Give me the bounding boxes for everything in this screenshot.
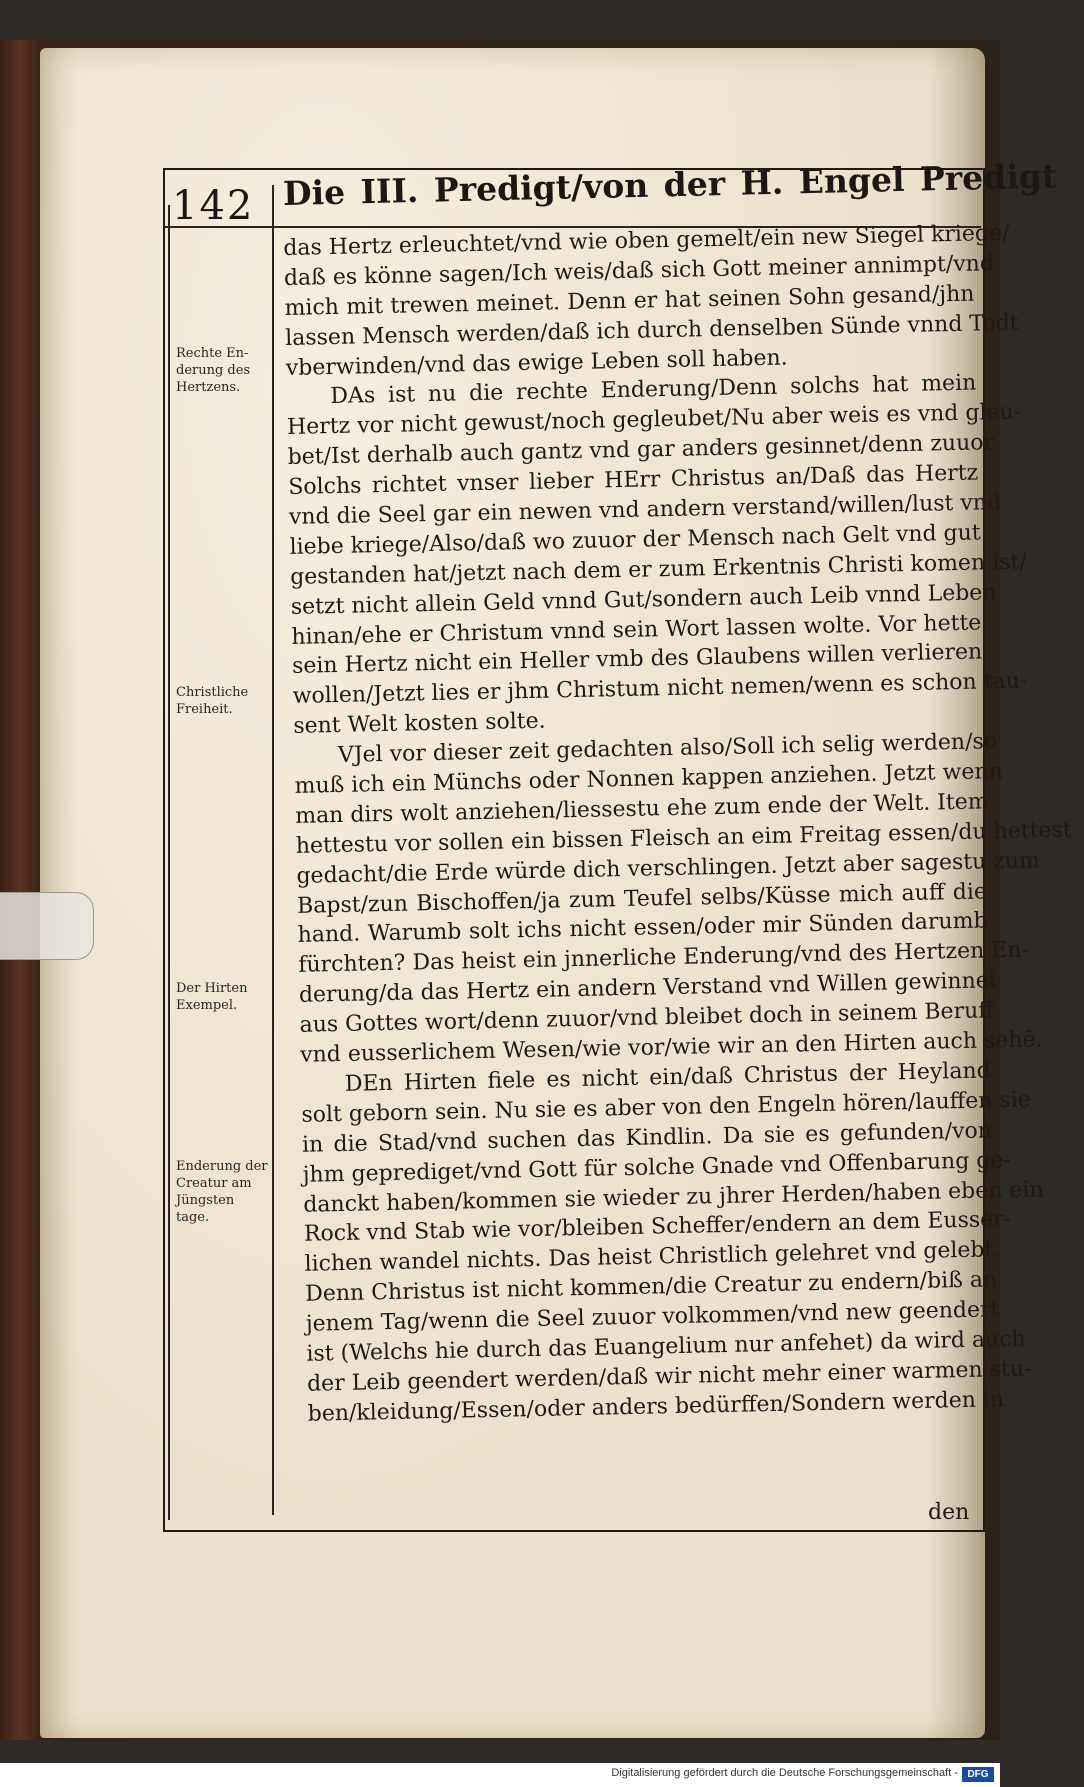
text-line: hettestu vor sollen ein bissen Fleisch an eim Freitag essen/du hettest [295, 817, 1072, 859]
text-line: vnd die Seel gar ein newen vnd andern verstand/willen/lust vnd [288, 490, 1002, 530]
text-line: mich mit trewen meinet. Denn er hat seinen Sohn gesand/jhn [284, 281, 975, 321]
text-line: DEn Hirten fiele es nicht ein/daß Christus der Heyland [344, 1058, 991, 1097]
funding-credit: Digitalisierung gefördert durch die Deutsche Forschungsgemeinschaft - [611, 1767, 958, 1779]
running-head: Die III. Predigt/von der H. Engel Predigt [282, 156, 1058, 213]
text-line: setzt nicht allein Geld vnnd Gut/sondern auch Leib vnnd Leben [290, 579, 997, 620]
text-line: liebe kriege/Also/daß wo zuuor der Mensch nach Gelt vnd gut [289, 520, 981, 560]
margin-note: Der Hirten Exempel. [176, 981, 248, 1013]
text-line: vberwinden/vnd das ewige Leben soll haben. [285, 345, 788, 381]
text-line: derung/da das Hertz ein andern Verstand vnd Willen gewinnet [298, 968, 998, 1009]
text-line: aus Gottes wort/denn zuuor/vnd bleibet doch in seinem Beruff [299, 998, 995, 1038]
text-line: bet/Ist derhalb auch gantz vnd gar anders gesinnet/denn zuuor. [287, 430, 999, 471]
text-line: das Hertz erleuchtet/vnd wie oben gemelt/ein new Siegel kriege/ [283, 220, 1010, 261]
text-line: fürchten? Das heist ein jnnerliche Enderung/vnd des Hertzen En- [298, 937, 1030, 979]
text-line: daß es könne sagen/Ich weis/daß sich Gott meiner annimpt/vnd [283, 251, 995, 291]
text-line: VJel vor dieser zeit gedachten also/Soll ich selig werden/so [337, 729, 998, 769]
text-line: wollen/Jetzt lies er jhm Christum nicht nemen/wenn es schon tau- [292, 668, 1028, 710]
margin-rule-left [168, 205, 170, 1520]
text-line: Rock vnd Stab wie vor/bleiben Scheffer/endern an dem Eusser- [303, 1207, 1012, 1248]
margin-note: Rechte En-derung des Hertzens. [176, 346, 251, 395]
text-line: sein Hertz nicht ein Heller vmb des Glaubens willen verlieren [291, 639, 983, 680]
text-line: ist (Welchs hie durch das Euangelium nur anfehet) da wird auch [306, 1326, 1026, 1367]
text-line: gedacht/die Erde würde dich verschlingen. Jetzt aber sagestu zum [296, 847, 1041, 889]
text-line: in die Stad/vnd suchen das Kindlin. Da sie es gefunden/von [301, 1118, 993, 1158]
text-line: jenem Tag/wenn die Seel zuuor volkommen/vnd new geendert [305, 1297, 1000, 1337]
text-line: der Leib geendert werden/daß wir nicht mehr einer warmen stu- [306, 1356, 1032, 1397]
text-line: Solchs richtet vnser lieber HErr Christus an/Daß das Hertz [288, 460, 979, 501]
text-line: sent Welt kosten solte. [293, 708, 546, 740]
thumb-tab [0, 892, 94, 960]
text-line: man dirs wolt anziehen/liessestu ehe zum ende der Welt. Item [294, 789, 989, 829]
page-number: 142 [172, 183, 255, 229]
text-line: ben/kleidung/Essen/oder anders bedürffen/Sondern werden in [307, 1386, 1005, 1427]
text-line: Hertz vor nicht gewust/noch gegleubet/Nu aber weis es vnd gleu- [286, 399, 1022, 441]
text-line: lassen Mensch werden/daß ich durch denselben Sünde vnnd Todt [284, 310, 1019, 351]
margin-note: Christliche Freiheit. [176, 685, 249, 717]
body-text [283, 220, 1072, 1430]
dfg-logo: DFG [962, 1767, 994, 1782]
text-line: hand. Warumb solt ichs nicht essen/oder mir Sünden darumb [297, 908, 988, 949]
text-line: muß ich ein Münchs oder Nonnen kappen anziehen. Jetzt wenn [294, 759, 1004, 799]
text-line: gestanden hat/jetzt nach dem er zum Erkentnis Christi komen ist/ [289, 549, 1027, 590]
text-line: Bapst/zun Bischoffen/ja zum Teufel selbs/Küsse mich auff die [296, 878, 988, 919]
text-line: lichen wandel nichts. Das heist Christlich gelehret vnd gelebt. [304, 1237, 1001, 1278]
text-line: danckt haben/kommen sie wieder zu jhrer Herden/haben eben ein [303, 1176, 1044, 1218]
catchword: den [928, 1500, 970, 1525]
text-line: vnd eusserlichem Wesen/wie vor/wie wir an den Hirten auch sehē. [299, 1027, 1043, 1068]
text-line: DAs ist nu die rechte Enderung/Denn solchs hat mein [330, 370, 977, 410]
text-line: solt geborn sein. Nu sie es aber von den Engeln hören/lauffen sie [301, 1087, 1031, 1128]
text-line: Denn Christus ist nicht kommen/die Creatur zu endern/biß an [304, 1267, 998, 1307]
margin-rule-right [272, 185, 274, 1515]
text-line: jhm geprediget/vnd Gott für solche Gnade vnd Offenbarung ge- [302, 1147, 1012, 1188]
text-line: hinan/ehe er Christum vnnd sein Wort lassen wolte. Vor hette [291, 610, 982, 650]
margin-note: Enderung der Creatur am Jüngsten tage. [176, 1159, 268, 1225]
